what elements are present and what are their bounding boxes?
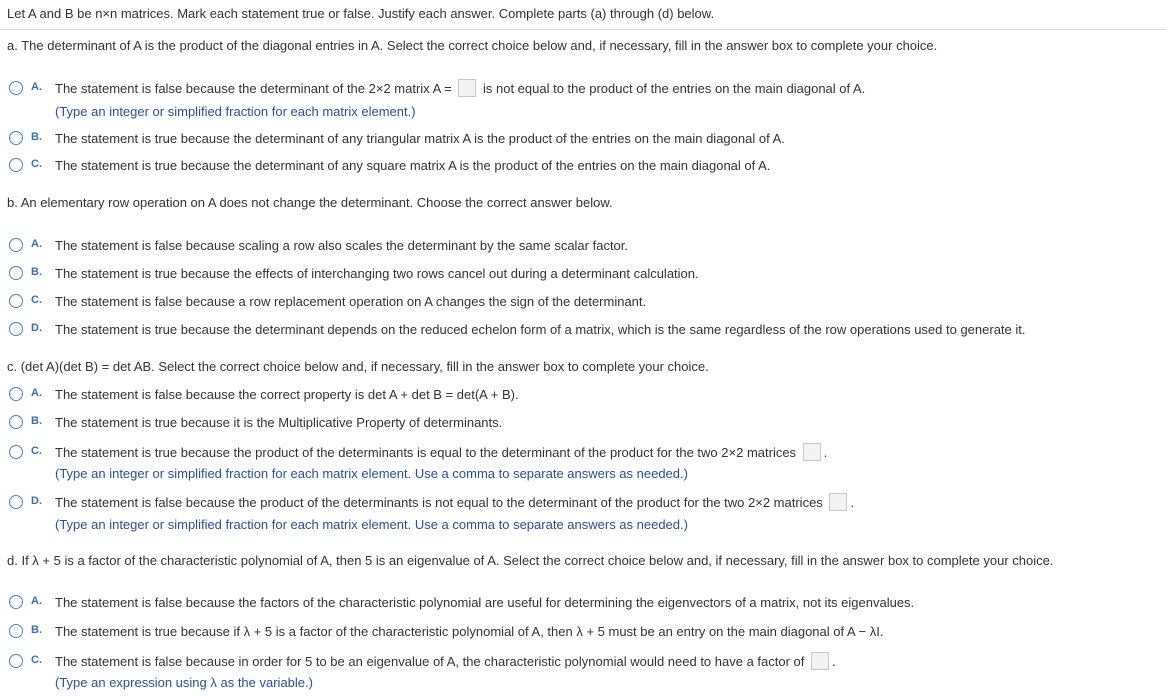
radio-button[interactable]: [9, 624, 23, 638]
hint-text: (Type an expression using λ as the variable.): [55, 675, 313, 690]
radio-button[interactable]: [9, 81, 23, 95]
question-d: d. If λ + 5 is a factor of the characteristic polynomial of A, then 5 is an eigenvalue of A. Select the correct choice below and, if necessary, fill in the answer box to complete your choice.: [7, 553, 1054, 568]
radio-button[interactable]: [9, 266, 23, 280]
hint-text: (Type an integer or simplified fraction for each matrix element. Use a comma to separate answers as needed.): [55, 517, 688, 532]
option-text: The statement is true because the determinant of any triangular matrix A is the product of the entries on the main diagonal of A.: [55, 131, 785, 146]
radio-button[interactable]: [9, 445, 23, 459]
instructions: Let A and B be n×n matrices. Mark each statement true or false. Justify each answer. Complete parts (a) through (d) below.: [7, 6, 715, 21]
answer-box-matrices[interactable]: [803, 443, 821, 461]
option-letter: B.: [31, 624, 42, 636]
option-letter: A.: [31, 387, 42, 399]
radio-button[interactable]: [9, 322, 23, 336]
option-text: The statement is false because the factors of the characteristic polynomial are useful for determining the eigenvectors of a matrix, not its eigenvalues.: [55, 595, 915, 610]
answer-box-matrix[interactable]: [458, 79, 476, 97]
option-letter: A.: [31, 595, 42, 607]
option-text: The statement is false because a row replacement operation on A changes the sign of the determinant.: [55, 294, 647, 309]
answer-box-matrices[interactable]: [829, 493, 847, 511]
option-letter: C.: [31, 294, 42, 306]
option-text: The statement is false because the product of the determinants is not equal to the determinant of the product for the two 2×2 matrices .: [55, 495, 854, 511]
radio-button[interactable]: [9, 238, 23, 252]
question-c: c. (det A)(det B) = det AB. Select the correct choice below and, if necessary, fill in the answer box to complete your choice.: [7, 359, 709, 374]
hint-text: (Type an integer or simplified fraction for each matrix element. Use a comma to separate answers as needed.): [55, 466, 688, 481]
option-text: The statement is true because it is the Multiplicative Property of determinants.: [55, 415, 503, 430]
option-letter: A.: [31, 238, 42, 250]
option-text: The statement is false because the correct property is det A + det B = det(A + B).: [55, 387, 519, 402]
radio-button[interactable]: [9, 158, 23, 172]
radio-button[interactable]: [9, 415, 23, 429]
option-letter: A.: [31, 81, 42, 93]
option-text: The statement is true because the determinant depends on the reduced echelon form of a matrix, which is the same regardless of the row operations used to generate it.: [55, 322, 1026, 337]
question-a: a. The determinant of A is the product of the diagonal entries in A. Select the correct choice below and, if necessary, fill in the answer box to complete your choice.: [7, 38, 938, 53]
radio-button[interactable]: [9, 595, 23, 609]
option-letter: D.: [31, 322, 42, 334]
option-text: The statement is true because if λ + 5 is a factor of the characteristic polynomial of A, then λ + 5 must be an entry on the main diagonal of A − λI.: [55, 624, 884, 639]
option-text: The statement is false because scaling a row also scales the determinant by the same scalar factor.: [55, 238, 629, 253]
option-letter: D.: [31, 495, 42, 507]
option-text: The statement is true because the effects of interchanging two rows cancel out during a determinant calculation.: [55, 266, 699, 281]
divider: [0, 29, 1166, 30]
option-text: The statement is false because in order for 5 to be an eigenvalue of A, the characteristic polynomial would need to have a factor of .: [55, 654, 836, 670]
answer-box-factor[interactable]: [811, 652, 829, 670]
option-letter: B.: [31, 131, 42, 143]
option-letter: C.: [31, 654, 42, 666]
option-letter: B.: [31, 415, 42, 427]
option-letter: C.: [31, 445, 42, 457]
hint-text: (Type an integer or simplified fraction for each matrix element.): [55, 104, 416, 119]
option-letter: B.: [31, 266, 42, 278]
radio-button[interactable]: [9, 387, 23, 401]
option-text: The statement is true because the determinant of any square matrix A is the product of the entries on the main diagonal of A.: [55, 158, 771, 173]
question-b: b. An elementary row operation on A does not change the determinant. Choose the correct answer below.: [7, 195, 613, 210]
radio-button[interactable]: [9, 294, 23, 308]
radio-button[interactable]: [9, 495, 23, 509]
radio-button[interactable]: [9, 131, 23, 145]
option-letter: C.: [31, 158, 42, 170]
radio-button[interactable]: [9, 654, 23, 668]
option-text: The statement is false because the determinant of the 2×2 matrix A = is not equal to the product of the entries on the main diagonal of A.: [55, 81, 865, 97]
option-text: The statement is true because the product of the determinants is equal to the determinant of the product for the two 2×2 matrices .: [55, 445, 827, 461]
